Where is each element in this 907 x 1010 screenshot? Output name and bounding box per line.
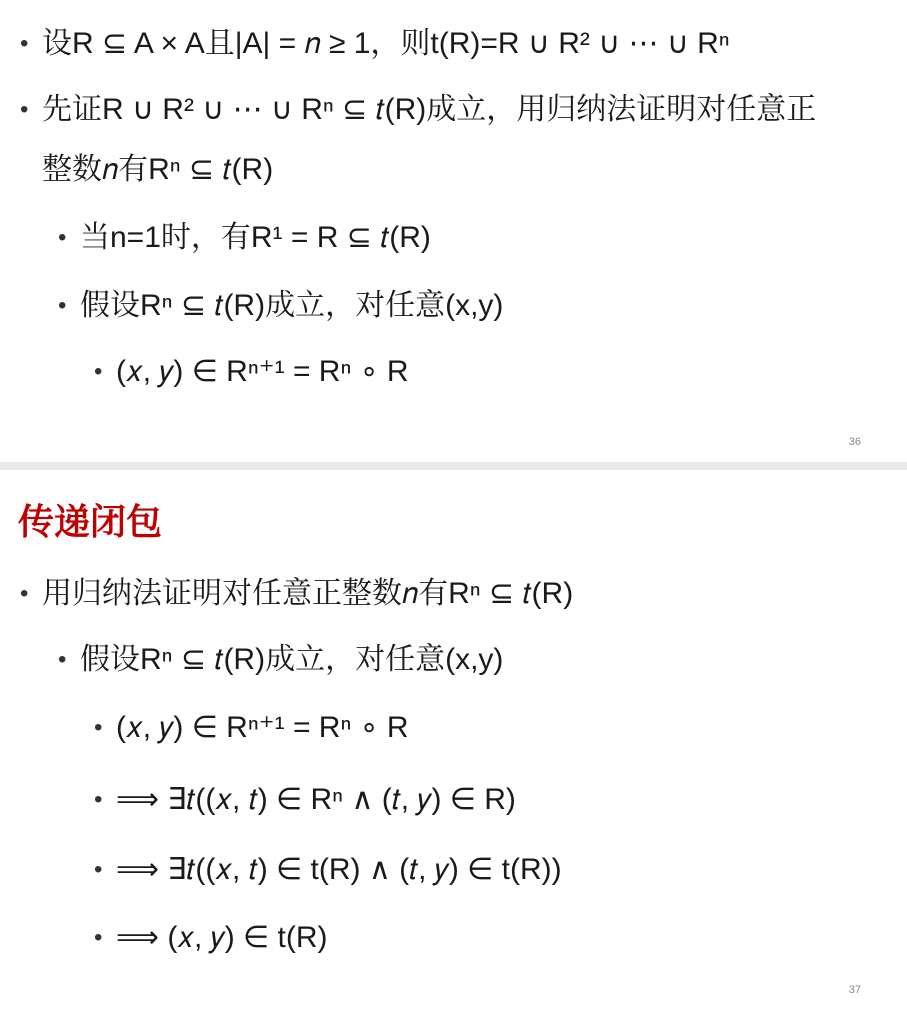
text-line: 先证R ∪ R² ∪ ⋯ ∪ Rⁿ ⊆ 𝑡(R)成立，用归纳法证明对任意正 <box>42 93 817 126</box>
bullet: • <box>20 30 29 57</box>
bullet: • <box>58 646 67 673</box>
text-line: 用归纳法证明对任意正整数𝑛有Rⁿ ⊆ 𝑡(R) <box>42 577 574 610</box>
page-number: 36 <box>848 436 861 448</box>
bullet: • <box>20 96 29 123</box>
text-line: 当n=1时，有R¹ = R ⊆ 𝑡(R) <box>80 221 431 254</box>
bullet: • <box>94 358 103 385</box>
slide-36 <box>0 0 907 462</box>
text-line: 假设Rⁿ ⊆ 𝑡(R)成立，对任意(x,y) <box>80 289 504 322</box>
bullet: • <box>20 580 29 607</box>
bullet: • <box>58 224 67 251</box>
bullet: • <box>94 786 103 813</box>
text-line: (𝑥, 𝑦) ∈ Rⁿ⁺¹ = Rⁿ ∘ R <box>116 711 409 744</box>
slide-title: 传递闭包 <box>18 501 163 542</box>
bullet: • <box>94 856 103 883</box>
text-line: 整数𝑛有Rⁿ ⊆ 𝑡(R) <box>42 153 274 186</box>
slide-37 <box>0 470 907 1010</box>
text-line: 假设Rⁿ ⊆ 𝑡(R)成立，对任意(x,y) <box>80 643 504 676</box>
bullet: • <box>94 924 103 951</box>
text-line: (𝑥, 𝑦) ∈ Rⁿ⁺¹ = Rⁿ ∘ R <box>116 355 409 388</box>
text-line: ⟹ ∃𝑡((𝑥, 𝑡) ∈ t(R) ∧ (𝑡, 𝑦) ∈ t(R)) <box>116 853 562 886</box>
page-number: 37 <box>848 984 861 996</box>
text-line: 设R ⊆ A × A且|A| = 𝑛 ≥ 1，则t(R)=R ∪ R² ∪ ⋯ ∪ Rⁿ <box>42 27 730 60</box>
text-line: ⟹ (𝑥, 𝑦) ∈ t(R) <box>116 921 328 954</box>
bullet: • <box>58 292 67 319</box>
bullet: • <box>94 714 103 741</box>
text-line: ⟹ ∃𝑡((𝑥, 𝑡) ∈ Rⁿ ∧ (𝑡, 𝑦) ∈ R) <box>116 783 516 816</box>
